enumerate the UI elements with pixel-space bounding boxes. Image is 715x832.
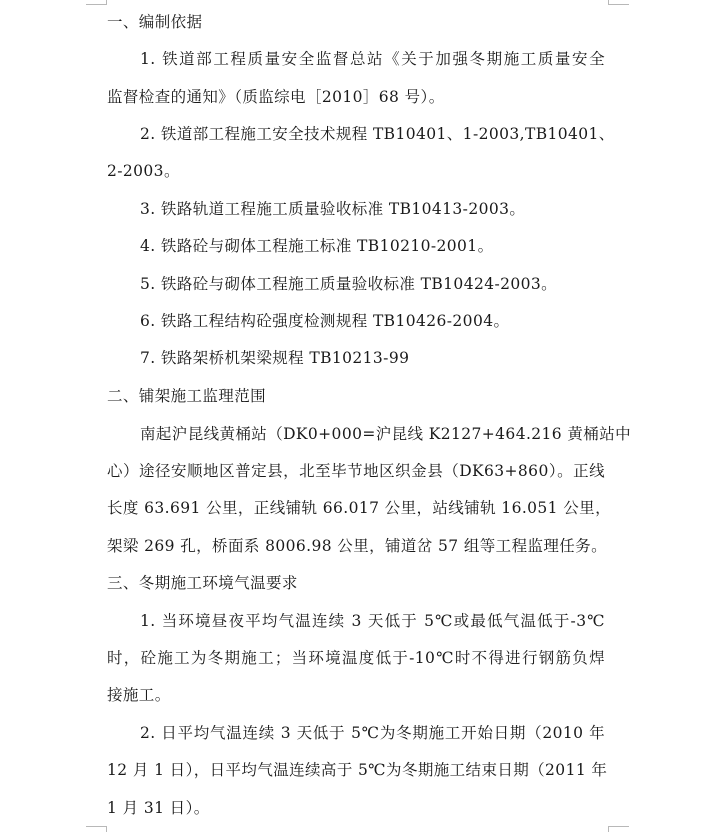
paragraph-line: 4. 铁路砼与砌体工程施工标准 TB10210-2001。 <box>140 237 494 255</box>
paragraph-line: 时，砼施工为冬期施工；当环境温度低于-10℃时不得进行钢筋负焊 <box>107 649 605 667</box>
paragraph-line: 接施工。 <box>107 686 171 704</box>
paragraph-line: 长度 63.691 公里，正线铺轨 66.017 公里，站线铺轨 16.051 公里， <box>107 499 611 517</box>
page-corner-mark <box>608 826 629 832</box>
page-corner-mark <box>608 0 629 5</box>
page-corner-mark <box>86 826 107 832</box>
paragraph-line: 1. 铁道部工程质量安全监督总站《关于加强冬期施工质量安全 <box>140 50 605 68</box>
paragraph-line: 3. 铁路轨道工程施工质量验收标准 TB10413-2003。 <box>140 200 526 218</box>
paragraph-line: 2-2003。 <box>107 162 180 180</box>
section-heading: 二、铺架施工监理范围 <box>107 387 267 405</box>
paragraph-line: 6. 铁路工程结构砼强度检测规程 TB10426-2004。 <box>140 312 510 330</box>
section-heading: 一、编制依据 <box>107 13 203 31</box>
section-heading: 三、冬期施工环境气温要求 <box>107 574 298 592</box>
paragraph-line: 1 月 31 日）。 <box>107 799 210 817</box>
page-corner-mark <box>86 0 107 5</box>
paragraph-line: 1. 当环境昼夜平均气温连续 3 天低于 5℃或最低气温低于-3℃ <box>140 612 605 630</box>
paragraph-line: 南起沪昆线黄桶站（DK0+000=沪昆线 K2127+464.216 黄桶站中 <box>140 425 631 443</box>
paragraph-line: 监督检查的通知》（质监综电［2010］68 号）。 <box>107 88 445 106</box>
paragraph-line: 心）途径安顺地区普定县，北至毕节地区织金县（DK63+860）。正线 <box>107 462 605 480</box>
paragraph-line: 5. 铁路砼与砌体工程施工质量验收标准 TB10424-2003。 <box>140 275 558 293</box>
paragraph-line: 2. 日平均气温连续 3 天低于 5℃为冬期施工开始日期（2010 年 <box>140 724 605 742</box>
paragraph-line: 12 月 1 日），日平均气温连续高于 5℃为冬期施工结束日期（2011 年 <box>107 761 608 779</box>
paragraph-line: 2. 铁道部工程施工安全技术规程 TB10401、1-2003,TB10401、 <box>140 125 615 143</box>
paragraph-line: 7. 铁路架桥机架梁规程 TB10213-99 <box>140 349 410 367</box>
paragraph-line: 架梁 269 孔，桥面系 8006.98 公里，铺道岔 57 组等工程监理任务。 <box>107 537 607 555</box>
